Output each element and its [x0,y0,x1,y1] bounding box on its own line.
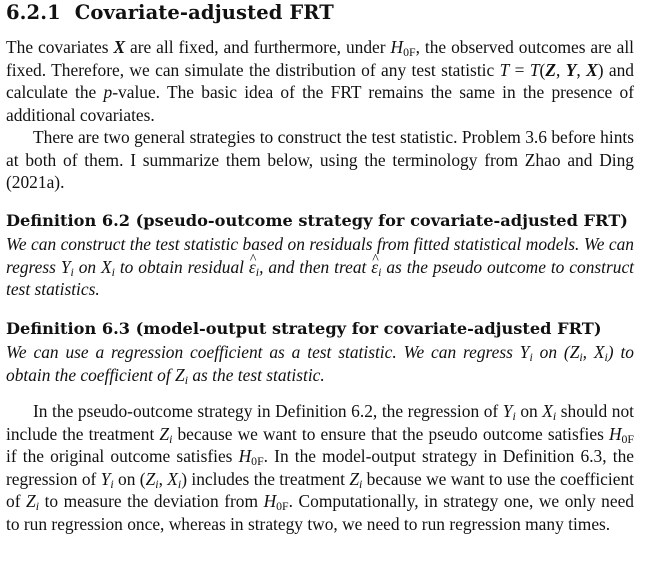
math-subscript: i [35,498,40,513]
math-symbol: Y [565,59,577,80]
section-heading [6,1,334,24]
math-subscript: 0F [251,453,264,468]
math-subscript: 0F [403,44,416,59]
math-symbol: Z [145,468,156,489]
text: to measure the deviation from [39,491,264,511]
paragraph-strategy-comparison [6,400,634,535]
math-subscript: i [184,372,189,387]
math-symbol: ^ ε [371,256,378,279]
math-symbol: ^ ε [249,256,256,279]
definition-6-3-body [6,341,634,386]
math-symbol: Y [60,256,71,277]
section-number: 6.2.1 [6,1,61,24]
math-symbol: X [113,37,126,57]
math-symbol: T [499,59,510,80]
text: to obtain residual [114,256,249,277]
math-operator: ( [539,59,546,80]
math-operator: ( [563,342,570,362]
math-subscript: i [604,349,608,364]
math-operator: ) [607,342,614,362]
definition-6-2-body [6,233,634,301]
math-subscript: i [169,431,173,446]
math-subscript: 0F [276,498,289,513]
paragraph-two-strategies: There are two general strategies to construct the test statistic. Problem 3.6 before hints at both of them. I summarize them below, using the terminology from Zhao and Ding (2021a). [6,127,634,192]
text: because we want to ensure that the pseudo outcome satisfies [172,423,609,444]
math-operator: = [509,59,530,80]
math-symbol: H [238,446,252,466]
section-title: Covariate-adjusted FRT [74,1,334,24]
math-subscript: i [552,408,557,423]
math-symbol: T [529,59,540,80]
text: on [73,256,102,277]
math-symbol: X [586,59,598,80]
math-operator: , [158,468,168,489]
math-symbol: Z [545,59,556,80]
math-symbol: Y [502,401,513,421]
text: In the pseudo-outcome strategy in Definition 6.2, the regression of [33,401,503,421]
text: as the test statistic. [188,364,325,385]
math-symbol: Z [159,423,170,444]
math-subscript: i [359,476,363,491]
text: . In the model-output strategy in Definition 6.3, the regression of [6,446,634,489]
math-operator: ( [139,468,146,489]
math-operator: , [582,342,594,362]
math-symbol: Y [100,468,111,489]
math-subscript: i [378,264,382,279]
math-symbol: p [103,82,113,102]
math-subscript: i [110,476,114,491]
text: because we want to use the coefficient of [6,468,634,511]
math-operator: ) [181,468,187,489]
math-subscript: i [255,264,260,279]
math-subscript: 0F [621,431,635,446]
math-symbol: H [263,491,277,511]
math-subscript: i [579,349,583,364]
text: as the pseudo outcome to construct test statistics. [6,256,635,299]
math-subscript: i [155,476,159,491]
math-symbol: Z [26,491,36,511]
math-subscript: i [111,264,115,279]
definition-6-2-heading: Definition 6.2 (pseudo-outcome strategy for covariate-adjusted FRT) [6,211,628,230]
text: should not include the treatment [6,401,634,444]
math-symbol: X [542,401,553,421]
text: -value. The basic idea of the FRT remains the same in the presence of additional covariates. [6,82,634,125]
math-symbol: H [608,423,622,444]
math-symbol: X [167,468,178,489]
text: We can use a regression coefficient as a test statistic. We can regress [6,342,520,362]
math-symbol: X [593,342,605,362]
text: if the original outcome satisfies [6,446,239,466]
math-symbol: Y [519,342,530,362]
math-symbol: Z [569,342,580,362]
text: on [113,468,140,489]
text: The covariates [6,37,114,57]
math-subscript: i [512,408,516,423]
text: are all fixed, and furthermore, under [125,37,391,57]
paragraph-covariates-fixed [6,36,634,126]
definition-6-3-heading: Definition 6.3 (model-output strategy for covariate-adjusted FRT) [6,319,602,338]
math-operator: , [555,59,566,80]
text: includes the treatment [187,468,350,489]
text: , and then treat [259,256,372,277]
math-symbol: Z [349,468,360,489]
text: to obtain the coefficient of [6,342,634,385]
math-symbol: H [390,37,404,57]
math-subscript: i [177,476,182,491]
math-subscript: i [70,264,74,279]
math-symbol: Z [175,364,185,385]
text: on [515,401,543,421]
text: and calculate the [6,59,634,102]
text: We can construct the test statistic based on residuals from fitted statistical models. We can regress [6,234,634,277]
math-operator: ) [597,59,604,80]
text: , the observed outcomes are all fixed. Therefore, we can simulate the distribution of any test statistic [6,37,634,80]
text: on [532,342,564,362]
math-subscript: i [529,349,533,364]
math-symbol: X [101,256,112,277]
math-operator: , [576,59,587,80]
text: . Computationally, in strategy one, we only need to run regression once, whereas in strategy two, we need to run regression many times. [6,491,634,534]
